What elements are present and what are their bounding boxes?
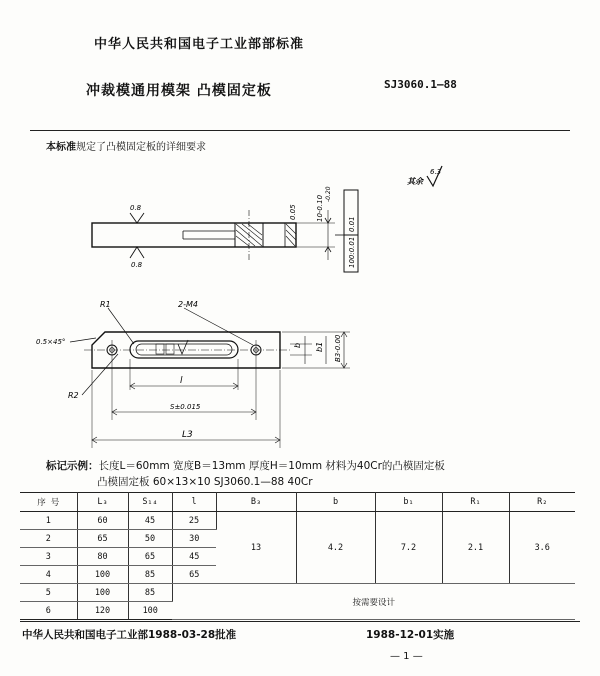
dimension-table — [20, 492, 575, 620]
table-row — [20, 584, 575, 602]
svg-text:6.3: 6.3 — [430, 168, 442, 176]
header-cell: b — [296, 493, 375, 512]
svg-text:l: l — [180, 376, 183, 386]
header-cell: R₁ — [442, 493, 509, 512]
table-header-row — [20, 493, 575, 512]
header-cell: L₃ — [77, 493, 128, 512]
table-cell: 65 — [77, 530, 128, 548]
side-view — [92, 210, 296, 260]
approval-date: 中华人民共和国电子工业部1988-03-28批准 — [22, 629, 237, 641]
svg-text:b1: b1 — [315, 341, 324, 352]
svg-text:100:0.01: 100:0.01 — [348, 236, 356, 268]
table-cell: 100 — [128, 602, 172, 620]
header-cell: l — [172, 493, 216, 512]
table-cell: 4 — [20, 566, 77, 584]
roughness-symbol-rest — [407, 166, 442, 186]
technical-drawing — [0, 150, 600, 450]
svg-text:0.01: 0.01 — [348, 216, 356, 232]
label-chamfer: 0.5×45° — [36, 338, 66, 346]
svg-text:S±0.015: S±0.015 — [170, 403, 201, 411]
table-cell: 50 — [128, 530, 172, 548]
footer-rule — [20, 621, 580, 622]
issuing-authority: 中华人民共和国电子工业部部标准 — [94, 37, 305, 52]
header-cell: S₁₄ — [128, 493, 172, 512]
table-cell-b3: 13 — [216, 512, 296, 584]
svg-text:10-0.10: 10-0.10 — [316, 194, 324, 222]
table-cell: 45 — [128, 512, 172, 530]
label-r1: R1 — [100, 300, 111, 309]
table-cell: 2 — [20, 530, 77, 548]
table-cell: 5 — [20, 584, 77, 602]
label-r2: R2 — [68, 391, 79, 400]
svg-text:0.8: 0.8 — [130, 204, 142, 212]
table-cell: 100 — [77, 584, 128, 602]
svg-text:B3-0.00: B3-0.00 — [334, 334, 342, 362]
svg-text:L3: L3 — [182, 430, 193, 440]
scope-statement: 本标准规定了凸模固定板的详细要求 — [46, 142, 206, 153]
table-cell: 65 — [172, 566, 216, 584]
page-number: — 1 — — [390, 651, 423, 662]
table-cell: 85 — [128, 566, 172, 584]
roughness-side-bottom — [130, 247, 144, 269]
header-cell: B₃ — [216, 493, 296, 512]
flatness-frame — [335, 190, 358, 272]
table-cell: 120 — [77, 602, 128, 620]
table-cell: 85 — [128, 584, 172, 602]
svg-text:-0.20: -0.20 — [325, 186, 332, 202]
svg-text:0.05: 0.05 — [289, 204, 297, 220]
header-cell: b₁ — [375, 493, 442, 512]
effective-date: 1988-12-01实施 — [366, 629, 455, 641]
table-row — [20, 512, 575, 530]
table-cell: 25 — [172, 512, 216, 530]
table-cell-b: 4.2 — [296, 512, 375, 584]
marking-example-line2: 凸模固定板 60×13×10 SJ3060.1—88 40Cr — [97, 476, 313, 488]
header-cell: R₂ — [509, 493, 575, 512]
svg-text:b: b — [293, 342, 302, 348]
marking-example-line1: 标记示例：长度L＝60mm 宽度B＝13mm 厚度H＝10mm 材料为40Cr的凸模固定板 — [46, 460, 445, 472]
table-cell-b1: 7.2 — [375, 512, 442, 584]
table-cell-r2: 3.6 — [509, 512, 575, 584]
table-note-cell: 按需要设计 — [172, 584, 575, 620]
standard-code: SJ3060.1—88 — [384, 78, 457, 91]
slot-roughness-mark — [156, 340, 188, 354]
table-cell: 60 — [77, 512, 128, 530]
label-holes: 2-M4 — [178, 300, 198, 309]
table-cell: 6 — [20, 602, 77, 620]
table-cell: 80 — [77, 548, 128, 566]
table-cell: 30 — [172, 530, 216, 548]
roughness-side-top — [130, 204, 144, 223]
table-cell: 65 — [128, 548, 172, 566]
document-title: 冲裁模通用模架 凸模固定板 — [86, 83, 272, 99]
svg-text:0.8: 0.8 — [131, 261, 143, 269]
table-cell: 45 — [172, 548, 216, 566]
table-cell-r1: 2.1 — [442, 512, 509, 584]
table-cell: 3 — [20, 548, 77, 566]
header-rule — [30, 130, 570, 131]
svg-text:其余: 其余 — [407, 177, 423, 186]
table-cell: 1 — [20, 512, 77, 530]
table-cell: 100 — [77, 566, 128, 584]
header-cell: 序 号 — [20, 493, 77, 512]
